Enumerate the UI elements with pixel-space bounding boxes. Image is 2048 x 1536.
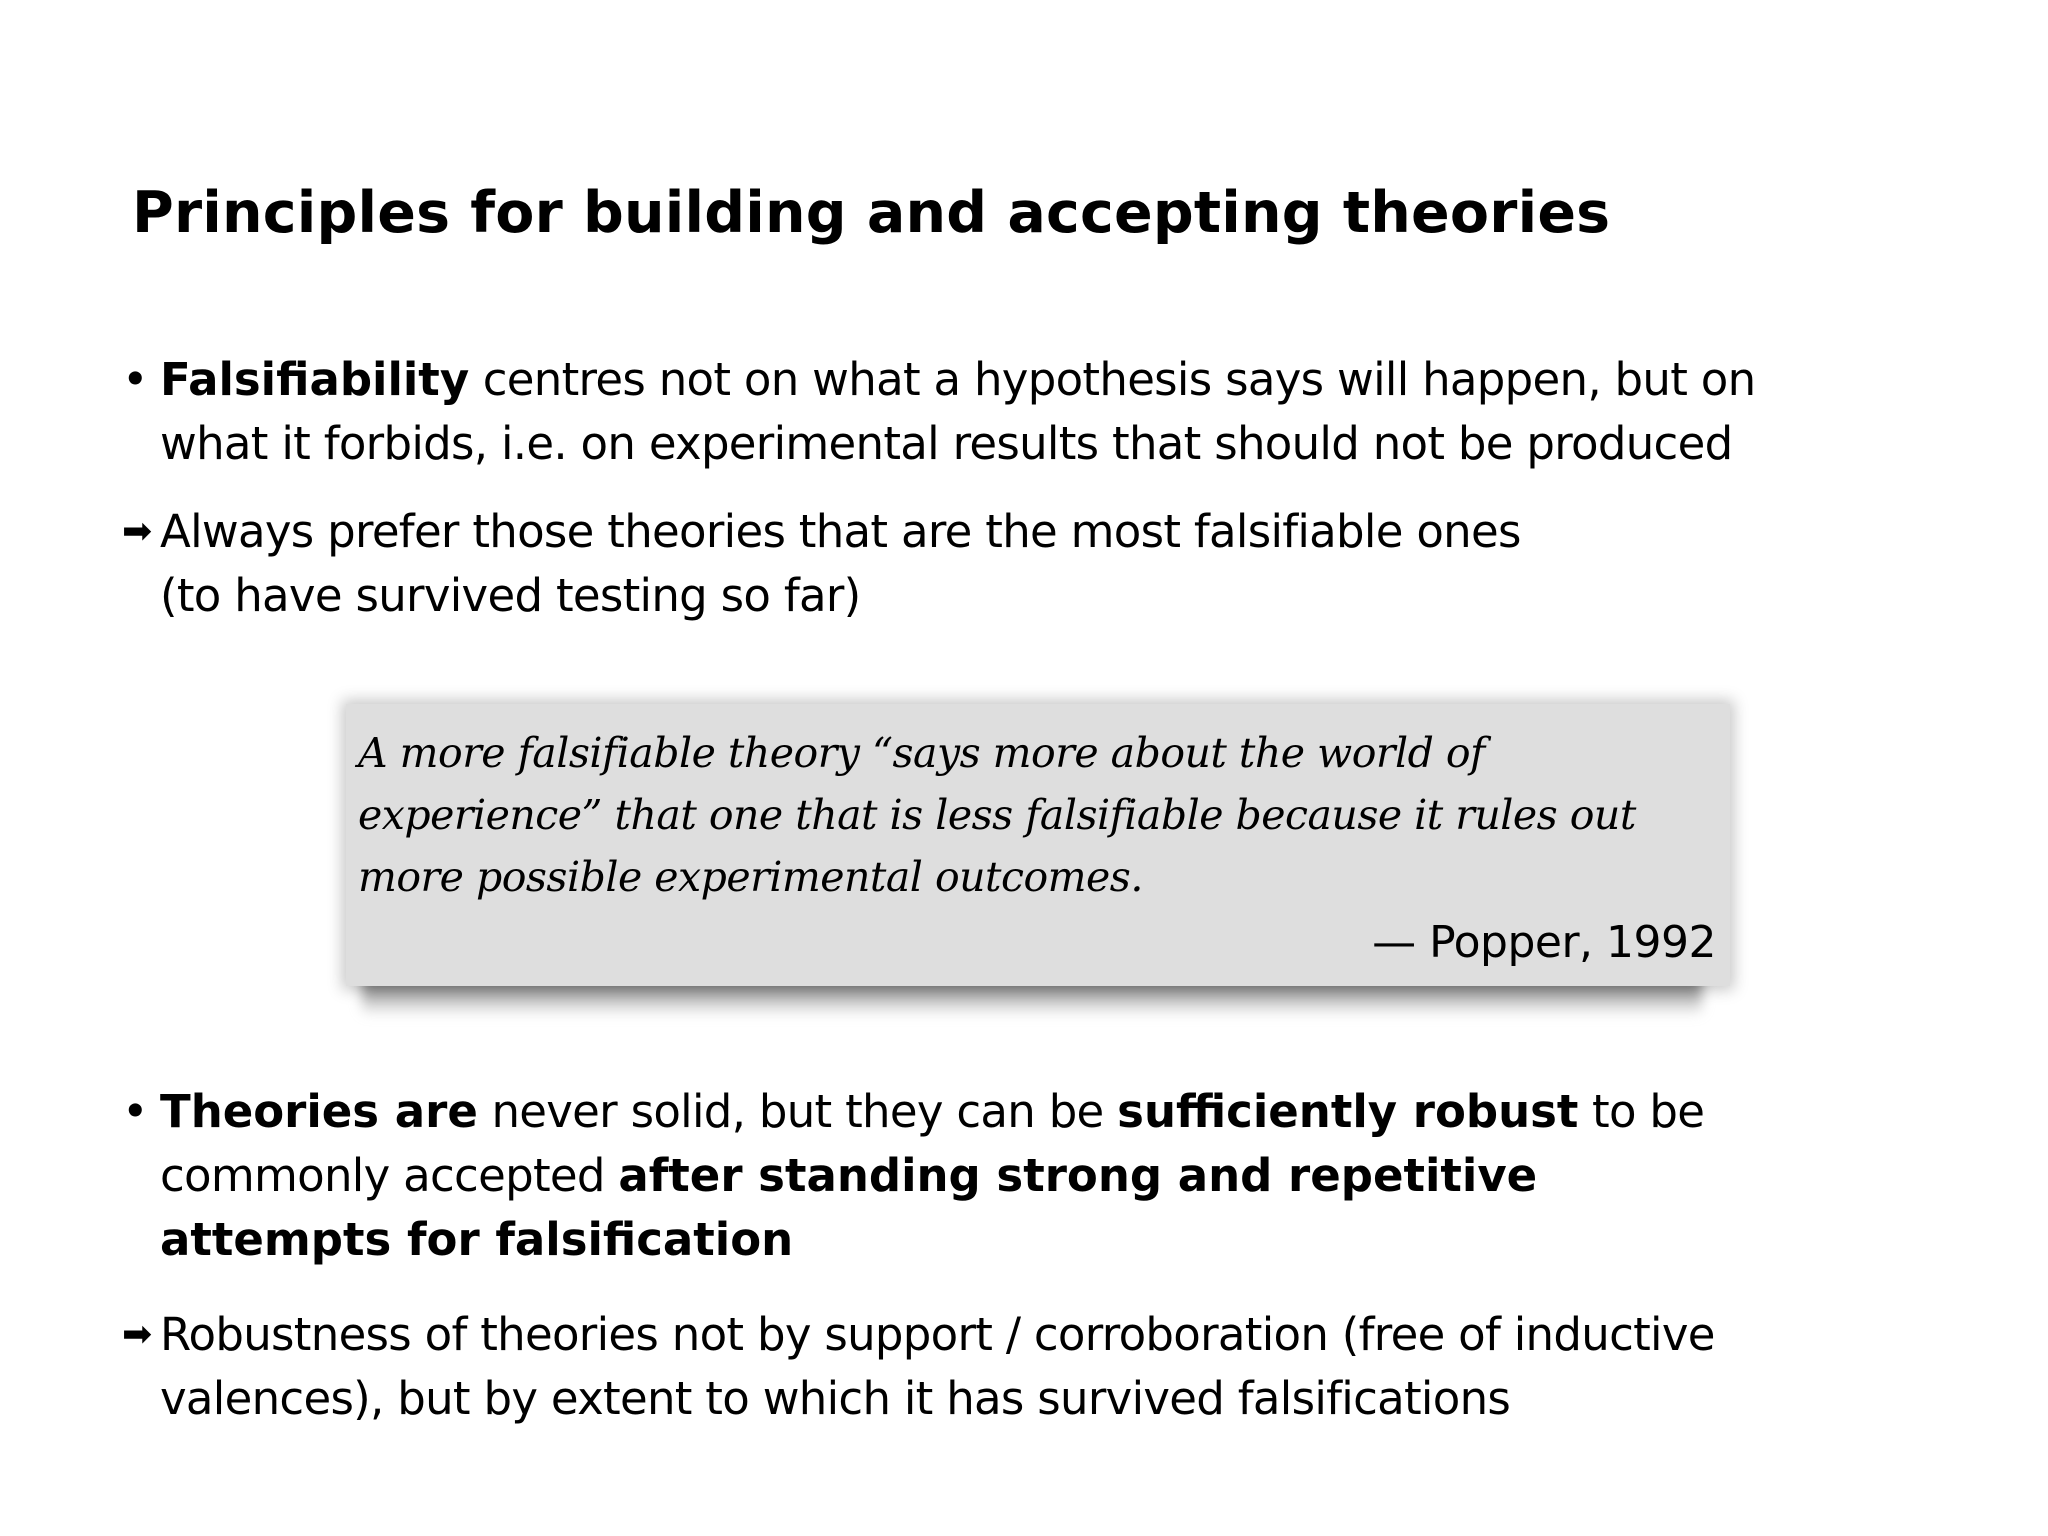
quote-line: A more falsifiable theory “says more about the world of <box>358 729 1485 777</box>
quote-box <box>346 704 1730 986</box>
slide-title: Principles for building and accepting theories <box>132 180 1611 246</box>
bold-term: Theories are <box>160 1085 478 1138</box>
bullet-text: valences), but by extent to which it has survived falsifications <box>160 1372 1511 1425</box>
bullet-falsifiability <box>122 348 1756 476</box>
right-arrow-icon: ➡ <box>122 511 152 552</box>
bullet-text: centres not on what a hypothesis says will happen, but on <box>469 353 1756 406</box>
bold-term: attempts for falsification <box>160 1213 794 1266</box>
right-arrow-icon: ➡ <box>122 1314 152 1355</box>
bullet-theories-robust <box>122 1080 1705 1272</box>
bold-term: Falsifiability <box>160 353 470 406</box>
bullet-marker: • <box>122 353 148 406</box>
bullet-text: commonly accepted <box>160 1149 619 1202</box>
bullet-text: what it forbids, i.e. on experimental results that should not be produced <box>160 417 1733 470</box>
bullet-text: to be <box>1578 1085 1705 1138</box>
arrow-point-prefer-falsifiable <box>122 500 1521 628</box>
bullet-marker: • <box>122 1085 148 1138</box>
bullet-text: never solid, but they can be <box>477 1085 1118 1138</box>
quote-line: more possible experimental outcomes. <box>358 853 1143 901</box>
bullet-text: Always prefer those theories that are the most falsifiable ones <box>160 505 1521 558</box>
arrow-point-robustness <box>122 1303 1715 1431</box>
bullet-text: Robustness of theories not by support / corroboration (free of inductive <box>160 1308 1715 1361</box>
bullet-text: (to have survived testing so far) <box>160 569 861 622</box>
quote-text <box>358 722 1636 908</box>
quote-line: experience” that one that is less falsifiable because it rules out <box>358 791 1636 839</box>
bold-term: after standing strong and repetitive <box>618 1149 1538 1202</box>
quote-attribution: — Popper, 1992 <box>1372 917 1716 968</box>
bold-term: sufficiently robust <box>1117 1085 1579 1138</box>
